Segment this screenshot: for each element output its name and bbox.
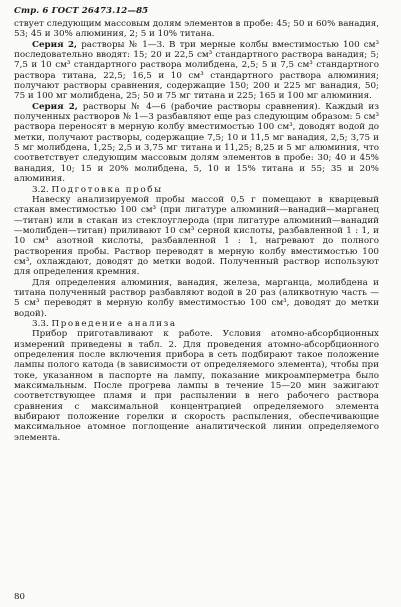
- section-heading-3-2: [14, 185, 379, 195]
- paragraph-series-2-solutions-4-6: [14, 102, 379, 185]
- page-header: Стр. 6 ГОСТ 26473.12—85: [14, 6, 149, 16]
- page-number: 80: [14, 592, 25, 602]
- section-number: 3.2.: [32, 184, 49, 195]
- section-title: Проведение анализа: [51, 318, 177, 329]
- paragraph-dilution: Для определения алюминия, ванадия, железа, марганца, молибдена и титана полученный раствор разбавляют водой в 20 раз (аликвотную часть — 5 см³ переводят в мерную колбу вместимостью 100 см³, доводят до метки водой).: [14, 277, 379, 319]
- paragraph-text: растворы № 1—3. В три мерные колбы вместимостью 100 см³ последовательно вводят: 15; 20 и 22,5 см³ стандартного раствора ванадия; 5; 7,5 и 10 см³ стандартного раствора молибдена, 2,5; 5 и 7,5 см³ стандартного раствора титана, 22,5; 16,5 и 10 см³ стандартного раствора алюминия; получают растворы сравнения, содержащие 150; 200 и 225 мг ванадия, 50; 75 и 100 мг молибдена, 25; 50 и 75 мг титана и 225; 165 и 100 мг алюминия.: [14, 39, 379, 102]
- paragraph-continuation: ствует следующим массовым долям элементов в пробе: 45; 50 и 60% ванадия, 53; 45 и 30% алюминия, 2; 5 и 10% титана.: [14, 19, 379, 40]
- series-label: Серия 2,: [32, 39, 78, 50]
- paragraph-text: растворы № 4—6 (рабочие растворы сравнения). Каждый из полученных растворов № 1—3 разбавляют еще раз следующим образом: 5 см³ раствора переносят в мерную колбу вместимостью 100 см³, доводят водой до метки, получают растворы, содержащие 7,5; 10 и 11,5 мг ванадия, 2,5; 3,75 и 5 мг молибдена, 1,25; 2,5 и 3,75 мг титана и 11,25; 8,25 и 5 мг алюминия, что соответствует следующим массовым долям элементов в пробе: 30; 40 и 45% ванадия, 10; 15 и 20% молибдена, 5, 10 и 15% титана и 55; 35 и 20% алюминия.: [14, 101, 379, 185]
- section-heading-3-3: [14, 319, 379, 329]
- section-title: Подготовка пробы: [51, 184, 163, 195]
- section-number: 3.3.: [32, 318, 49, 329]
- paragraph-series-2-solutions-1-3: [14, 40, 379, 102]
- document-body: [14, 19, 379, 443]
- paragraph-sample-preparation: Навеску анализируемой пробы массой 0,5 г помещают в кварцевый стакан вместимостью 100 см³ (при лигатуре алюминий—ванадий—марганец—титан) или в стакан из стеклоуглерода (при лигатуре алюминий—ванадий—молибден—титан) приливают 10 см³ серной кислоты, разбавленной 1 : 1, и 10 см³ азотной кислоты, разбавленной 1 : 1, нагревают до полного растворения пробы. Раствор переводят в мерную колбу вместимостью 100 см³, охлаждают, доводят до метки водой. Полученный раствор используют для определения кремния.: [14, 194, 379, 278]
- paragraph-analysis-procedure: Прибор приготавливают к работе. Условия атомно-абсорбционных измерений приведены в табл. 2. Для проведения атомно-абсорбционного определения после включения прибора в сеть подбирают такое положение лампы полого катода (в зависимости от определяемого элемента), чтобы при токе, указанном в паспорте на лампу, показание микроамперметра было максимальным. После прогрева лампы в течение 15—20 мин зажигают соответствующее пламя и при распылении в него рабочего раствора сравнения с максимальной концентрацией определяемого элемента выбирают положение горелки и скорость распыления, обеспечивающие максимальное атомное поглощение аналитической линии определяемого элемента.: [14, 329, 379, 443]
- series-label: Серия 2,: [32, 101, 78, 112]
